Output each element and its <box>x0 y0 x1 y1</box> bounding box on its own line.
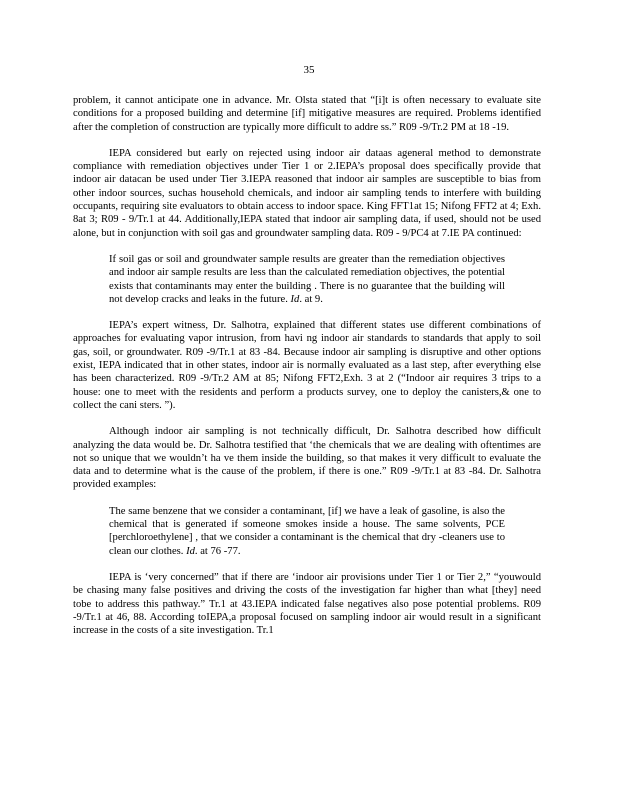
paragraph-5: IEPA is ‘very concerned” that if there are ‘indoor air provisions under Tier 1 or Tier 2,” “youwould be chasing many false positives and driving the costs of the investigation far higher than what [they] need tobe to address this pathway.” Tr.1 at 43.IEPA indicated false negatives also pose potential problems. R09 -9/Tr.1 at 46, 88. According toIEPA,a proposal focused on sampling indoor air would result in a significant increase in the costs of a site investigation. Tr.1 <box>73 571 541 637</box>
paragraph-4: Although indoor air sampling is not technically difficult, Dr. Salhotra described how difficult analyzing the data would be. Dr. Salhotra testified that ‘the chemicals that we are dealing with oftentimes are not so unique that we wouldn’t ha ve them inside the building, so that makes it very difficult to evaluate the data and to determine what is the cause of the problem, if there is one.” R09 -9/Tr.1 at 83 -84. Dr. Salhotra provided examples: <box>73 426 541 491</box>
block-quote-2-cite-rest: . at 76 -77. <box>194 545 241 557</box>
block-quote-2-cite-id: Id <box>186 545 195 557</box>
block-quote-1 <box>73 253 541 306</box>
paragraph-3: IEPA’s expert witness, Dr. Salhotra, explained that different states use different combinations of approaches for evaluating vapor intrusion, from havi ng indoor air standards to standards that apply to soil gas, soil, or groundwater. R09 -9/Tr.1 at 83 -84. Because indoor air sampling is disruptive and other options exist, IEPA indicated that in other states, indoor air is normally evaluated as a last step, after everything else has been characterized. R09 -9/Tr.2 AM at 85; Nifong FFT2,Exh. 3 at 2 (“Indoor air requires 3 trips to a house: one to meet with the residents and perform a products survey, one to deploy the canisters,& one to collect the cani sters. ”). <box>73 320 541 411</box>
page-number: 35 <box>303 64 315 76</box>
paragraph-1: problem, it cannot anticipate one in advance. Mr. Olsta stated that “[i]t is often necessary to evaluate site conditions for a proposed building and determine [if] mitigative measures are required. Problems identified after the completion of construction are typically more difficult to addre ss.” R09 -9/Tr.2 PM at 18 -19. <box>73 95 541 133</box>
paragraph-2: IEPA considered but early on rejected using indoor air dataas ageneral method to demonstrate compliance with remediation objectives under Tier 1 or 2.IEPA’s proposal does specifically provide that indoor air datacan be used under Tier 3.IEPA reasoned that indoor air samples are susceptible to bias from other indoor sources, suchas household chemicals, and indoor air sampling tends to interfere with building occupants, requiring site evaluators to obtain access to indoor space. King FFT1at 15; Nifong FFT2 at 4; Exh. 8at 3; R09 - 9/Tr.1 at 44. Additionally,IEPA stated that indoor air sampling data, if used, should not be used alone, but in conjunction with soil gas and groundwater sampling data. R09 - 9/PC4 at 7.IE PA continued: <box>73 147 541 239</box>
block-quote-1-text: If soil gas or soil and groundwater sample results are greater than the remediation objectives and indoor air sample results are less than the calculated remediation objectives, the potential exists that contaminants may enter the building . There is no guarantee that the building will not develop cracks and leaks in the future. <box>109 253 505 305</box>
block-quote-2-text: The same benzene that we consider a contaminant, [if] we have a leak of gasoline, is also the chemical that is generated if someone smokes inside a house. The same solvents, PCE [perchloroethylene] , that we consider a contaminant is the chemical that dry -cleaners use to clean our clothes. <box>109 505 505 557</box>
block-quote-2 <box>73 505 541 558</box>
block-quote-1-cite-id: Id <box>290 293 300 305</box>
block-quote-1-cite-rest: . at 9. <box>299 293 323 305</box>
document-body <box>73 94 541 650</box>
